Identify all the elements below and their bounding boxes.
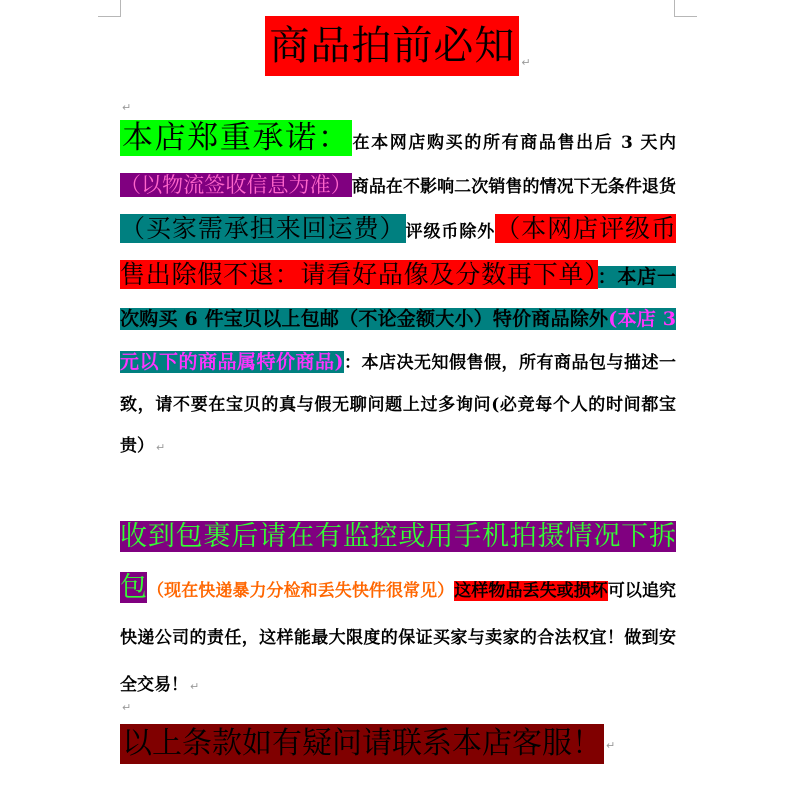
promise-paragraph[interactable] <box>120 118 676 469</box>
loss-damage-text: 这样物品丢失或损坏 <box>454 581 608 601</box>
paragraph-mark-icon: ↵ <box>190 680 200 693</box>
page-title[interactable]: 商品拍前必知 <box>265 16 519 76</box>
logistics-note: （以物流签收信息为准） <box>120 172 352 197</box>
promise-heading: 本店郑重承诺： <box>122 120 351 156</box>
contact-block <box>120 724 615 766</box>
return-policy-text: 在本网店购买的所有商品售出后 3 天内 <box>352 133 677 153</box>
colon-separator: ： <box>597 265 618 288</box>
rights-text: 可以追究快递公司的责任，这样能最大限度的保证买家与卖家的合法权宜！做到安全交易！ <box>120 581 677 695</box>
crop-mark-top-left <box>98 0 121 17</box>
colon-separator: ： <box>343 352 362 373</box>
authenticity-text: 本店决无知假售假，所有商品包与描述一致，请不要在宝贝的真与假无聊问题上过多询问(必竞每个人的时间都宝贵） <box>120 352 676 457</box>
courier-note: （现在快递暴力分检和丢失快件很常见） <box>147 581 455 601</box>
paragraph-mark-icon: ↵ <box>521 56 531 69</box>
unboxing-instruction: 收到包裹后请在有监控或用手机拍摄情况下拆包 <box>120 521 676 603</box>
package-paragraph[interactable] <box>120 513 676 710</box>
paragraph-mark-icon: ↵ <box>606 739 616 752</box>
contact-notice[interactable]: 以上条款如有疑问请联系本店客服！ <box>120 724 604 764</box>
crop-mark-top-right <box>674 0 697 17</box>
free-shipping-text: 本店一次购买 6 件宝贝以上包邮（不论金额大小）特价商品除外 <box>120 265 676 331</box>
paragraph-mark-icon: ↵ <box>156 441 166 455</box>
special-price-note: (本店 3 元以下的商品属特价商品) <box>120 308 677 373</box>
paragraph-mark-icon: ↵ <box>122 101 132 114</box>
shipping-cost-note: （买家需承担来回运费） <box>120 214 406 244</box>
empty-paragraph[interactable] <box>120 696 131 715</box>
paragraph-mark-icon: ↵ <box>122 701 132 714</box>
return-condition-text: 商品在不影响二次销售的情况下无条件退货 <box>351 176 677 197</box>
coin-exception-text: 评级币除外 <box>405 222 496 243</box>
coin-policy-note: （本网店评级币售出除假不退：请看好品像及分数再下单） <box>120 214 676 289</box>
empty-paragraph[interactable] <box>120 96 131 115</box>
